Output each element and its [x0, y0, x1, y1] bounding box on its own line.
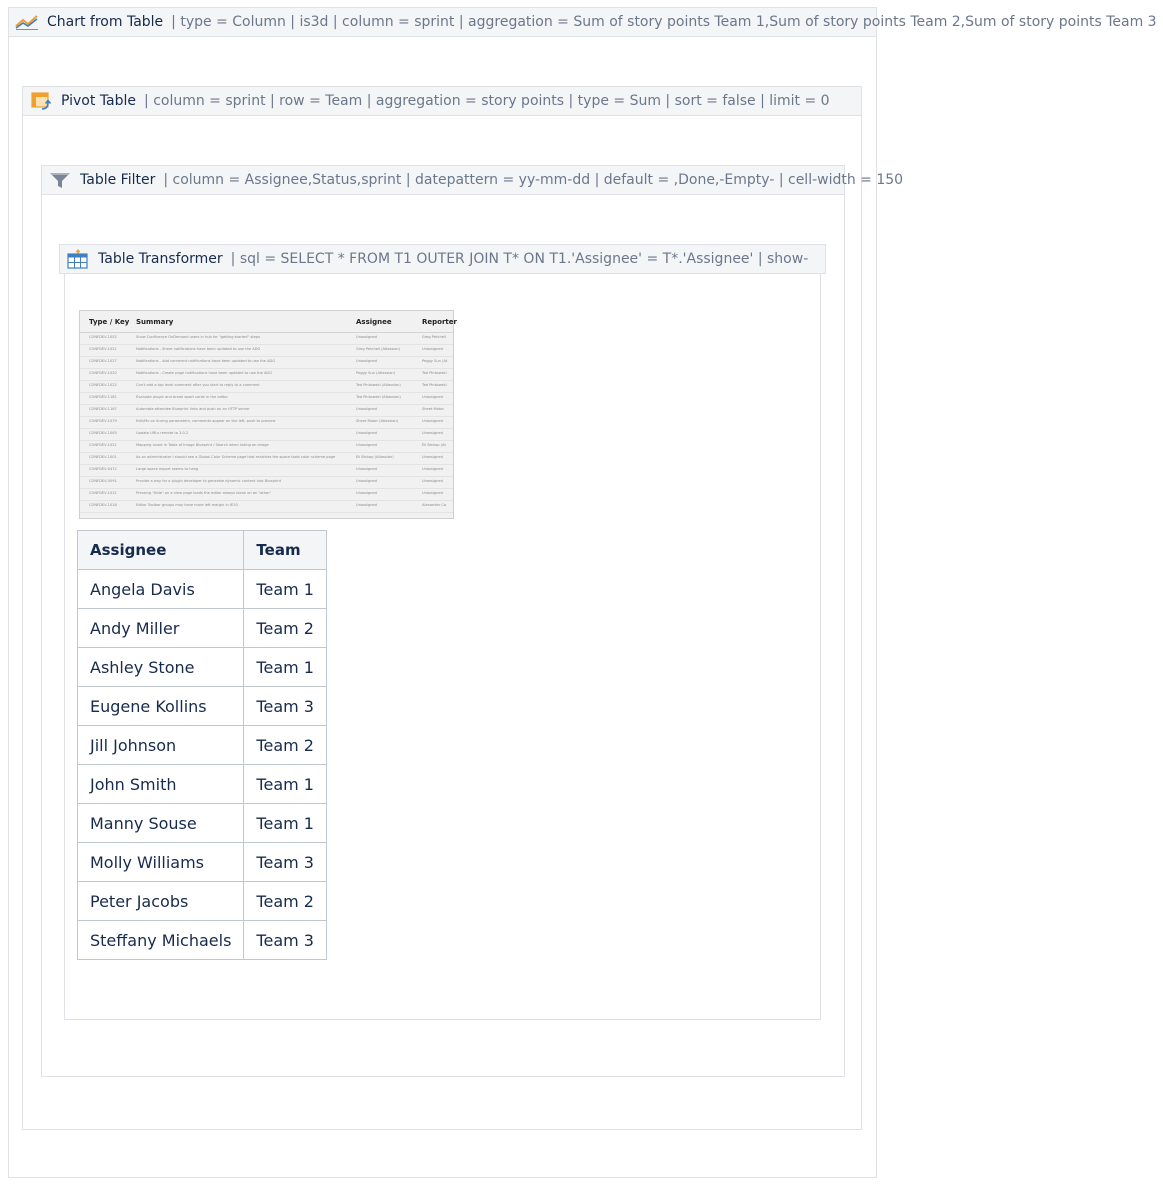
column-header-team[interactable]: Team — [244, 531, 327, 570]
macro-parameters: | type = Column | is3d | column = sprint | aggregation = Sum of story points Team 1,Sum of story points Team 2,Sum of story points Team 3 — [171, 14, 1157, 30]
source-table-preview[interactable] — [79, 310, 457, 519]
preview-cell: Unassigned — [356, 335, 377, 339]
preview-cell: Ted Pinkowski — [422, 371, 447, 375]
assignee-cell: Ashley Stone — [78, 648, 244, 687]
preview-cell: Unassigned — [356, 467, 377, 471]
preview-cell: Eli Bishop (At — [422, 443, 446, 447]
assignee-cell: Peter Jacobs — [78, 882, 244, 921]
preview-cell: Peggy Sun (At — [422, 359, 448, 363]
preview-cell: Mapping count in Table of Image Blueprint / Search when listing an image — [136, 443, 269, 447]
preview-cell: CONFDEV-1052 — [89, 335, 117, 339]
table-transformer-header[interactable] — [59, 244, 826, 274]
preview-cell: Update URLs remote to 3.0.2 — [136, 431, 189, 435]
table-row — [78, 648, 327, 687]
team-cell: Team 2 — [244, 726, 327, 765]
team-cell: Team 1 — [244, 570, 327, 609]
preview-cell: Unassigned — [356, 491, 377, 495]
preview-cell: CONFDEV-1027 — [89, 359, 117, 363]
preview-cell: Provide a way for a plugin developer to generate dynamic content into Blueprint — [136, 479, 282, 483]
preview-col-assignee: Assignee — [356, 318, 392, 326]
preview-cell: Ted Pinkowski (Atlassian) — [356, 395, 401, 399]
table-row — [78, 804, 327, 843]
pivot-table-header[interactable] — [22, 86, 862, 116]
preview-cell: CONFDEV-1001 — [89, 455, 117, 459]
preview-cell: Notifications - Add comment notifications have been updated to use the ADG — [136, 359, 276, 363]
macro-title: Chart from Table — [47, 14, 164, 30]
preview-cell: Evaluate plugin and break apart cards in the editor — [136, 395, 228, 399]
preview-cell: Eli Bishop (Atlassian) — [356, 455, 394, 459]
table-row — [78, 570, 327, 609]
preview-cell: Large space export seems to hang — [136, 467, 199, 471]
preview-cell: Unassigned — [422, 347, 443, 351]
preview-cell: Unassigned — [356, 407, 377, 411]
preview-cell: CONFDEV-1021 — [89, 347, 117, 351]
preview-cell: CONFDEV-1079 — [89, 419, 117, 423]
preview-cell: CONFDEV-1022 — [89, 383, 117, 387]
assignee-cell: Molly Williams — [78, 843, 244, 882]
preview-cell: CONFDEV-1063 — [89, 431, 117, 435]
preview-cell: Unassigned — [422, 431, 443, 435]
macro-parameters: | column = sprint | row = Team | aggregation = story points | type = Sum | sort = false | limit = 0 — [144, 93, 830, 109]
preview-cell: Peggy Sun (Atlassian) — [356, 371, 396, 375]
preview-cell: CONFDEV-1011 — [89, 491, 117, 495]
assignee-cell: Steffany Michaels — [78, 921, 244, 960]
preview-row — [80, 500, 453, 513]
preview-cell: CONFDEV-1020 — [89, 371, 117, 375]
macro-title: Table Filter — [80, 172, 156, 188]
assignee-cell: John Smith — [78, 765, 244, 804]
table-row — [78, 843, 327, 882]
preview-cell: Greg Petchell — [422, 335, 446, 339]
result-table — [77, 530, 327, 960]
line-chart-icon — [15, 11, 39, 33]
macro-title: Pivot Table — [61, 93, 137, 109]
preview-cell: Sheet Motor (Atlassian) — [356, 419, 399, 423]
table-row — [78, 687, 327, 726]
team-cell: Team 3 — [244, 843, 327, 882]
team-cell: Team 1 — [244, 804, 327, 843]
preview-cell: Show Confluence OnDemand users in hub for "getting started" steps — [136, 335, 260, 339]
preview-cell: Unassigned — [356, 479, 377, 483]
preview-col-type-key: Type / Key — [89, 318, 130, 326]
funnel-icon — [48, 169, 72, 191]
assignee-cell: Andy Miller — [78, 609, 244, 648]
pivot-table-icon — [29, 90, 53, 112]
preview-cell: Notifications - Share notifications have been updated to use the ADG — [136, 347, 261, 351]
result-body — [78, 570, 327, 960]
table-row — [78, 726, 327, 765]
team-cell: Team 2 — [244, 609, 327, 648]
preview-cell: Greg Petchell (Atlassian) — [356, 347, 401, 351]
column-header-assignee[interactable]: Assignee — [78, 531, 244, 570]
table-row — [78, 765, 327, 804]
preview-cell: Ted Pinkowski — [422, 383, 447, 387]
preview-cell: Unassigned — [356, 503, 377, 507]
preview-cell: Alexander Ca — [422, 503, 447, 507]
table-filter-header[interactable] — [41, 165, 904, 195]
preview-col-summary: Summary — [136, 318, 174, 326]
preview-cell: Unassigned — [422, 419, 443, 423]
preview-cell: Unassigned — [422, 395, 443, 399]
preview-cell: Unassigned — [422, 491, 443, 495]
preview-cell: Automate attendee Blueprint links and push on an HTTP server — [136, 407, 250, 411]
preview-cell: CONFDEV-0091 — [89, 479, 117, 483]
chart-from-table-header[interactable] — [8, 7, 1157, 37]
preview-col-reporter: Reporter — [422, 318, 457, 326]
table-row — [78, 921, 327, 960]
preview-cell: Unassigned — [422, 479, 443, 483]
preview-cell: Ted Pinkowski (Atlassian) — [356, 383, 401, 387]
preview-cell: Unassigned — [356, 443, 377, 447]
preview-cell: Unassigned — [356, 431, 377, 435]
preview-cell: Edit/Mv on during parameters, comments appear on the left, push to preview — [136, 419, 276, 423]
preview-header-row — [80, 311, 457, 333]
preview-cell: CONFDEV-1181 — [89, 395, 117, 399]
table-transform-icon — [66, 248, 90, 270]
assignee-cell: Angela Davis — [78, 570, 244, 609]
result-header-row — [78, 531, 327, 570]
team-cell: Team 1 — [244, 648, 327, 687]
preview-cell: As an administrator I should see a Global Color Scheme page that matches the space tools color scheme page — [136, 455, 336, 459]
preview-cell: Unassigned — [422, 455, 443, 459]
preview-cell: Unassigned — [422, 467, 443, 471]
preview-cell: CONFDEV-1021 — [89, 443, 117, 447]
assignee-cell: Manny Souse — [78, 804, 244, 843]
preview-cell: Editor Toolbar groups may have more left margin in IE10 — [136, 503, 238, 507]
table-row — [78, 882, 327, 921]
preview-cell: Sheet Motor — [422, 407, 444, 411]
preview-cell: Notifications - Create page notifications have been updated to use the ADG — [136, 371, 272, 375]
macro-parameters: | column = Assignee,Status,sprint | datepattern = yy-mm-dd | default = ,Done,-Empty- | cell-width = 150 — [163, 172, 904, 188]
macro-parameters: | sql = SELECT * FROM T1 OUTER JOIN T* ON T1.'Assignee' = T*.'Assignee' | show- — [230, 251, 809, 267]
team-cell: Team 3 — [244, 921, 327, 960]
preview-cell: Unassigned — [356, 359, 377, 363]
preview-cell: CONFDEV-0472 — [89, 467, 117, 471]
preview-cell: CONFDEV-1167 — [89, 407, 117, 411]
team-cell: Team 3 — [244, 687, 327, 726]
team-cell: Team 2 — [244, 882, 327, 921]
assignee-cell: Jill Johnson — [78, 726, 244, 765]
preview-cell: Pressing "Hide" on a view page loads the editor always blank on an "other" — [136, 491, 272, 495]
team-cell: Team 1 — [244, 765, 327, 804]
macro-title: Table Transformer — [98, 251, 223, 267]
table-row — [78, 609, 327, 648]
preview-cell: CONFDEV-1018 — [89, 503, 117, 507]
preview-cell: Can't add a top level comment after you start to reply to a comment — [136, 383, 260, 387]
assignee-cell: Eugene Kollins — [78, 687, 244, 726]
